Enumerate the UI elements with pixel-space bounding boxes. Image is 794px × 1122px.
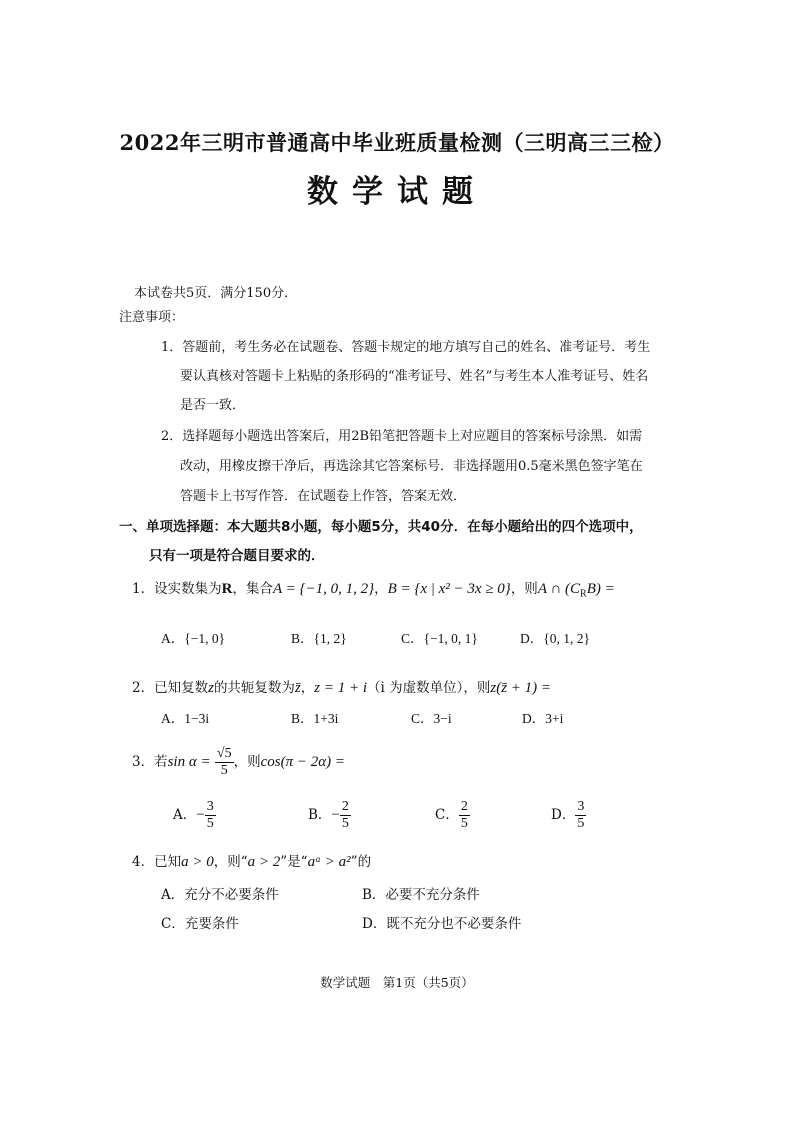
q2-eq: z = 1 + i xyxy=(314,680,368,696)
q2-zbar: z̄ xyxy=(294,680,301,696)
q4-option-d: D．既不充分也不必要条件 xyxy=(362,916,522,932)
q3-option-b-label: B． xyxy=(308,807,332,823)
q4-text-c: ”是“ xyxy=(280,854,308,870)
q1-subscript: R xyxy=(580,588,587,600)
q2-text-c: ， xyxy=(300,680,315,696)
note-1-line-2: 要认真核对答题卡上粘贴的条形码的“准考证号、姓名”与考生本人准考证号、姓名 xyxy=(180,369,649,384)
q2-option-d: D．3+i xyxy=(522,711,564,726)
q1-number: 1． xyxy=(132,581,155,597)
q3-option-b-sign: − xyxy=(331,807,340,823)
q2-option-b: B．1+3i xyxy=(291,711,339,726)
note-1-line-3: 是否一致． xyxy=(180,398,246,413)
q1-option-b: B．{1, 2} xyxy=(291,631,347,646)
q3-number: 3． xyxy=(132,754,155,770)
section-1-subheading: 只有一项是符合题目要求的． xyxy=(149,548,325,564)
note-2-line-1: 2．选择题每小题选出答案后，用2B铅笔把答题卡上对应题目的答案标号涂黑．如需 xyxy=(161,429,643,444)
q3-text-a: 若 xyxy=(154,754,168,770)
q2-text-d: （i 为虚数单位），则 xyxy=(367,680,491,696)
q3-expr: cos(π − 2α) = xyxy=(260,754,345,770)
q4-claim-2: aᵃ > a² xyxy=(307,854,351,870)
q1-expr-end: B) = xyxy=(586,581,615,597)
q4-option-b: B．必要不充分条件 xyxy=(362,887,480,903)
q1-sep: ， xyxy=(374,581,388,597)
q3-option-b-bottom: 5 xyxy=(341,816,349,831)
question-1 xyxy=(132,577,615,600)
section-1-heading: 一、单项选择题：本大题共8小题，每小题5分，共40分．在每小题给出的四个选项中， xyxy=(119,519,643,535)
q4-condition: a > 0 xyxy=(181,854,214,870)
q2-option-a: A．1−3i xyxy=(161,711,210,726)
q3-option-d-label: D． xyxy=(551,807,576,823)
note-2-line-2: 改动，用橡皮擦干净后，再选涂其它答案标号．非选择题用0.5毫米黑色签字笔在 xyxy=(180,459,643,474)
q2-option-c: C．3−i xyxy=(411,711,452,726)
note-2-line-3: 答题卡上书写作答．在试题卷上作答，答案无效． xyxy=(180,489,467,504)
notes-heading: 注意事项： xyxy=(119,310,185,325)
q3-option-c xyxy=(435,799,470,832)
q1-option-c: C．{−1, 0, 1} xyxy=(401,631,478,646)
q2-expr: z(z̄ + 1) = xyxy=(490,680,552,696)
q4-text-a: 已知 xyxy=(154,854,182,870)
q1-real-set: R xyxy=(221,581,233,597)
q3-text-b: ，则 xyxy=(233,754,261,770)
question-3 xyxy=(132,746,345,779)
q3-option-d-top: 3 xyxy=(577,799,585,814)
q3-option-c-label: C． xyxy=(435,807,459,823)
q1-set-a: A = {−1, 0, 1, 2} xyxy=(272,581,375,597)
q3-fraction-bottom: 5 xyxy=(220,763,228,778)
q3-option-a xyxy=(173,799,216,832)
q3-sin: sin α = xyxy=(167,754,211,770)
q3-fraction-top: √5 xyxy=(216,746,232,761)
q3-option-d-bottom: 5 xyxy=(577,816,585,831)
exam-title: 2022年三明市普通高中毕业班质量检测（三明高三三检） xyxy=(119,130,675,155)
q1-text-a: 设实数集为 xyxy=(154,581,222,597)
q3-option-c-bottom: 5 xyxy=(460,816,468,831)
q2-text-b: 的共轭复数为 xyxy=(213,680,295,696)
q3-option-c-top: 2 xyxy=(460,799,468,814)
q4-text-d: ”的 xyxy=(350,854,372,870)
q1-option-d: D．{0, 1, 2} xyxy=(520,631,590,646)
q3-option-d xyxy=(551,799,586,832)
q1-set-b: B = {x | x² − 3x ≥ 0} xyxy=(387,581,511,597)
q1-text-c: ，则 xyxy=(510,581,538,597)
q1-option-a: A．{−1, 0} xyxy=(161,631,226,646)
page-footer: 数学试题 第1页（共5页） xyxy=(320,975,474,990)
q4-number: 4． xyxy=(132,854,155,870)
q1-text-b: ，集合 xyxy=(232,581,273,597)
q3-option-a-top: 3 xyxy=(206,799,214,814)
question-4 xyxy=(132,850,371,871)
q4-text-b: ，则“ xyxy=(213,854,248,870)
q4-option-a: A．充分不必要条件 xyxy=(161,887,279,903)
q1-expr: A ∩ (C xyxy=(537,581,581,597)
notes-intro: 本试卷共5页．满分150分． xyxy=(134,286,298,301)
q3-option-a-label: A． xyxy=(173,807,197,823)
q3-option-a-sign: − xyxy=(196,807,205,823)
q4-claim-1: a > 2 xyxy=(247,854,281,870)
q3-fraction xyxy=(215,746,234,779)
subject-title: 数学试题 xyxy=(307,174,487,210)
q2-z: z xyxy=(208,680,214,696)
q2-text-a: 已知复数 xyxy=(154,680,209,696)
q3-option-b-top: 2 xyxy=(341,799,349,814)
q4-option-c: C．充要条件 xyxy=(161,916,239,932)
question-2 xyxy=(132,676,551,697)
q3-option-a-bottom: 5 xyxy=(206,816,214,831)
q2-number: 2． xyxy=(132,680,155,696)
note-1-line-1: 1．答题前，考生务必在试题卷、答题卡规定的地方填写自己的姓名、准考证号．考生 xyxy=(161,340,651,355)
q3-option-b xyxy=(308,799,351,832)
